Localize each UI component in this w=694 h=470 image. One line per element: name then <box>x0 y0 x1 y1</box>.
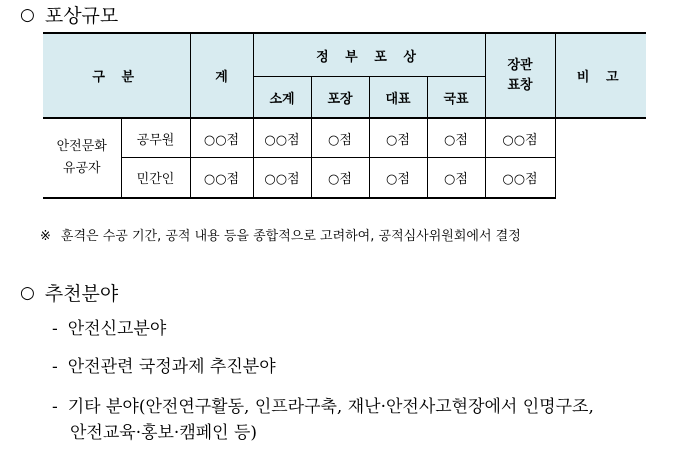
cell-presidential: ○점 <box>369 158 427 199</box>
cell-subtotal: ○○점 <box>253 158 311 199</box>
list-item-continuation: 안전교육·홍보·캠페인 등) <box>70 423 258 443</box>
cell-prime-minister: ○점 <box>427 118 485 158</box>
section-title: 추천분야 <box>44 283 119 305</box>
list-item <box>52 394 594 446</box>
reference-mark-icon: ※ <box>40 229 51 244</box>
cell-minister: ○○점 <box>485 118 555 158</box>
list-item-text: 기타 분야(안전연구활동, 인프라구축, 재난·안전사고현장에서 인명구조, <box>67 397 594 417</box>
cell-total: ○○점 <box>190 158 253 199</box>
section-heading-recommend-fields <box>20 279 118 306</box>
dash-bullet-icon: - <box>52 397 58 417</box>
header-remarks: 비 고 <box>555 33 646 118</box>
footnote <box>40 225 521 244</box>
list-item-text: 안전관련 국정과제 추진분야 <box>67 357 276 377</box>
award-table <box>43 32 646 199</box>
row-type: 민간인 <box>121 158 190 199</box>
circle-bullet-icon: ○ <box>20 282 35 303</box>
row-group-label: 안전문화 유공자 <box>43 118 121 198</box>
cell-minister: ○○점 <box>485 158 555 199</box>
header-government-award: 정 부 포 상 <box>253 33 485 77</box>
subheader-subtotal: 소계 <box>253 77 311 119</box>
footnote-text: 훈격은 수공 기간, 공적 내용 등을 종합적으로 고려하여, 공적심사위원회에서 결정 <box>60 229 521 244</box>
subheader-medal: 포장 <box>311 77 369 119</box>
dash-bullet-icon: - <box>52 319 58 339</box>
cell-prime-minister: ○점 <box>427 158 485 199</box>
header-minister-commendation: 장관 표창 <box>485 33 555 118</box>
header-total: 계 <box>190 33 253 118</box>
header-category: 구 분 <box>43 33 190 118</box>
list-item <box>52 354 276 380</box>
cell-remarks <box>555 118 646 198</box>
cell-total: ○○점 <box>190 118 253 158</box>
subheader-prime-minister: 국표 <box>427 77 485 119</box>
row-type: 공무원 <box>121 118 190 158</box>
cell-medal: ○점 <box>311 158 369 199</box>
circle-bullet-icon: ○ <box>20 4 35 25</box>
cell-subtotal: ○○점 <box>253 118 311 158</box>
cell-presidential: ○점 <box>369 118 427 158</box>
subheader-presidential: 대표 <box>369 77 427 119</box>
table-row <box>43 118 646 158</box>
list-item <box>52 316 166 342</box>
section-title: 포상규모 <box>44 5 119 27</box>
list-item-text: 안전신고분야 <box>67 319 167 339</box>
section-heading-award-scale <box>20 1 118 28</box>
dash-bullet-icon: - <box>52 357 58 377</box>
cell-medal: ○점 <box>311 118 369 158</box>
